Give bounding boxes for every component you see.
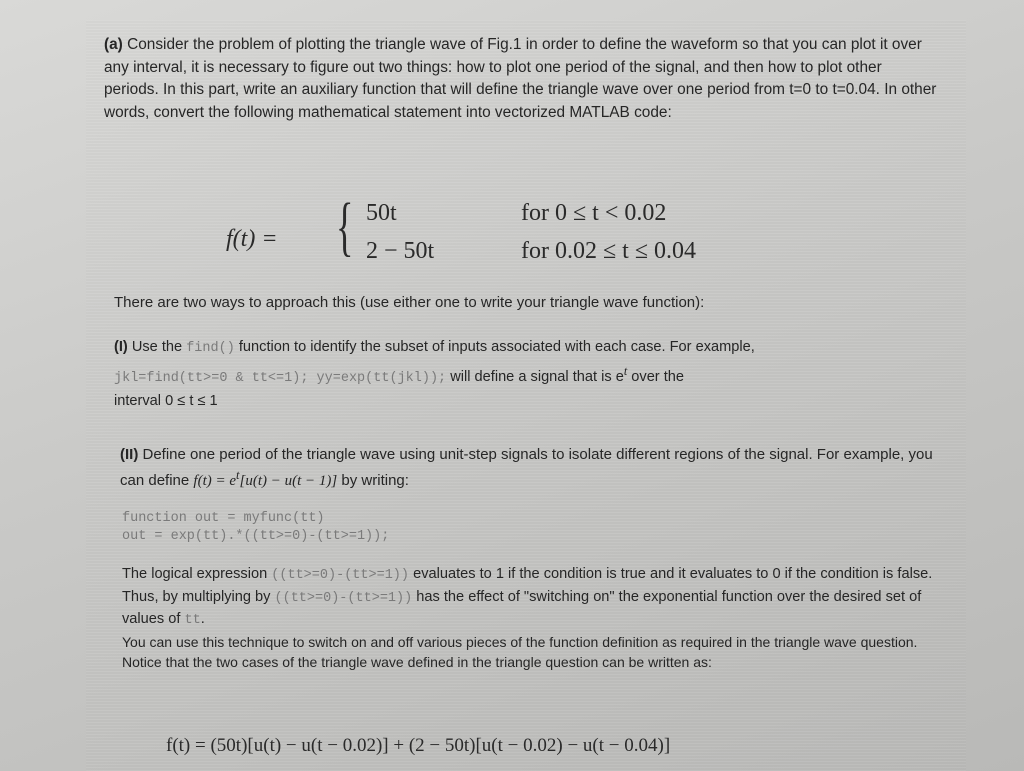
part-a-text: Consider the problem of plotting the triangle wave of Fig.1 in order to define the waveform so that you can plot it over any interval, it is necessary to figure out two things: how to plot one period of the signal, and then how to plot other periods. In this part, write an auxiliary function that will define the triangle wave over one period from t=0 to t=0.04. In other words, convert the following mathematical statement into vectorized MATLAB code: xyxy=(104,36,937,121)
part-a-paragraph xyxy=(104,34,940,124)
code-line-2: out = exp(tt).*((tt>=0)-(tt>=1)); xyxy=(122,529,390,544)
equation-row1-expr: 50t xyxy=(366,200,397,226)
logical-code-1: ((tt>=0)-(tt>=1)) xyxy=(271,568,410,583)
logical-paragraph: The logical expression ((tt>=0)-(tt>=1)) evaluates to 1 if the condition is true and it evaluates to 0 if the condition is false. Thus, by multiplying by ((tt>=0)-(tt>=1)) has the effect of "switching on" the exponential function over the desired set of values of tt. You can use this technique to switch on and off various pieces of the function definition as required in the triangle wave question. Notice that the two cases of the triangle wave defined in the triangle question can be written as: xyxy=(122,564,942,672)
part-a-label: (a) xyxy=(104,36,123,53)
item-1-superscript: t xyxy=(623,364,628,378)
item-1-text-after: function to identify the subset of inputs associated with each case. For example, xyxy=(238,339,755,355)
item-1-paragraph xyxy=(114,336,934,412)
document-page xyxy=(86,20,966,771)
logical-text-3: has the effect of "switching on" the exponential function over the desired set of values of xyxy=(122,588,922,627)
item-2-math-sup: t xyxy=(236,468,240,482)
logical-text-1: The logical expression xyxy=(122,566,268,582)
item-1-label: (I) xyxy=(114,339,128,355)
logical-text-4: You can use this technique to switch on and off various pieces of the function definition as required in the triangle wave question. Notice that the two cases of the triangle wave defined in the triangle question can be written as: xyxy=(122,633,918,670)
code-block xyxy=(122,510,722,546)
piecewise-equation xyxy=(226,190,826,280)
item-1-code-example: jkl=find(tt>=0 & tt<=1); yy=exp(tt(jkl)); xyxy=(114,370,447,386)
item-2-math: f(t) = e xyxy=(193,473,237,489)
code-line-1: function out = myfunc(tt) xyxy=(122,511,325,526)
item-1-code-find: find() xyxy=(186,341,235,356)
item-2-text-end: by writing: xyxy=(341,472,409,489)
two-ways-text: There are two ways to approach this (use either one to write your triangle wave function): xyxy=(114,294,705,311)
item-1-interval: interval 0 ≤ t ≤ 1 xyxy=(114,392,218,409)
final-equation: f(t) = (50t)[u(t) − u(t − 0.02)] + (2 − 50t)[u(t − 0.02) − u(t − 0.04)] xyxy=(166,735,671,756)
equation-row1-cond: for 0 ≤ t < 0.02 xyxy=(521,200,667,226)
item-1-text-before: Use the xyxy=(131,339,183,355)
equation-row2-cond: for 0.02 ≤ t ≤ 0.04 xyxy=(521,238,696,264)
logical-code-3: tt xyxy=(184,613,201,628)
item-2-math-rest: [u(t) − u(t − 1)] xyxy=(239,473,338,489)
item-2-paragraph xyxy=(120,444,940,492)
item-2-label: (II) xyxy=(120,446,139,463)
logical-code-2: ((tt>=0)-(tt>=1)) xyxy=(274,590,413,606)
equation-row2-expr: 2 − 50t xyxy=(366,238,435,264)
logical-text-2: evaluates to 1 if the condition is true and it evaluates to 0 if the condition is false. Thus, by multiplying by xyxy=(122,566,933,605)
item-2-text: Define one period of the triangle wave using unit-step signals to isolate different regions of the signal. For example, you can define xyxy=(120,446,933,489)
equation-lhs: f(t) = xyxy=(226,226,278,252)
left-brace: { xyxy=(336,190,354,263)
item-1-text-define: will define a signal that is e xyxy=(450,368,624,385)
item-1-text-over: over the xyxy=(631,368,685,385)
